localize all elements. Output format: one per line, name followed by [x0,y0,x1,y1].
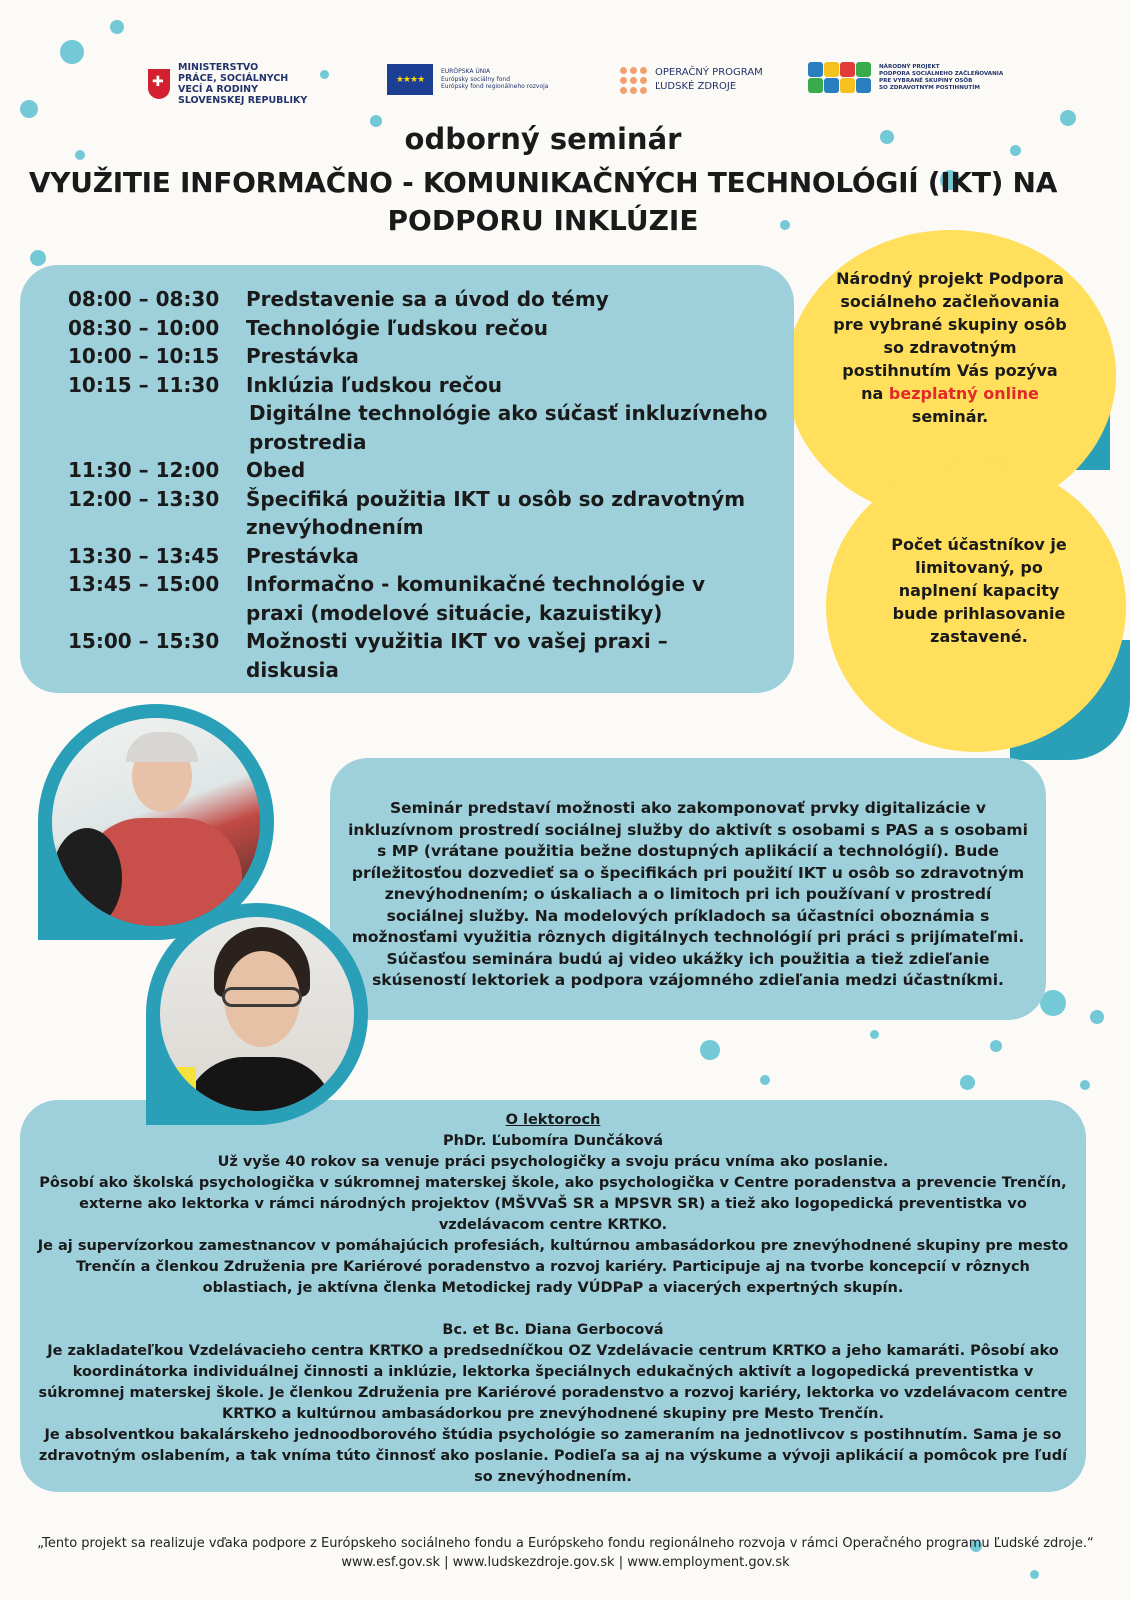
body-shape [184,1057,334,1111]
agenda-topic: Prestávka [246,344,359,368]
invite-main-text: Národný projekt Podpora sociálneho začleňovania pre vybrané skupiny osôb so zdravotným postihnutím Vás pozýva na [833,269,1067,403]
agenda-topic: Špecifiká použitia IKT u osôb so zdravotným znevýhodnením [246,486,746,539]
eu-line: Európsky fond regionálneho rozvoja [441,83,549,91]
agenda-row [68,485,766,542]
program-line: ĽUDSKÉ ZDROJE [655,81,737,92]
ministry-line: PRÁCE, SOCIÁLNYCH [178,73,289,84]
ministry-line: VECÍ A RODINY [178,84,258,95]
lecturers-heading: O lektoroch [505,1112,601,1128]
agenda-time: 08:00 – 08:30 [68,287,220,311]
slovak-shield-icon [148,69,170,99]
agenda-time [68,399,249,456]
agenda-row [68,570,766,627]
project-line: PRE VYBRANÉ SKUPINY OSÔB [879,77,973,84]
agenda-row [68,456,766,485]
agenda-topic: Informačno - komunikačné technológie v praxi (modelové situácie, kazuistiky) [246,572,706,625]
lecturer1-bio: Už vyše 40 rokov sa venuje práci psychologičky a svoju prácu vníma ako poslanie. [217,1154,889,1170]
agenda-topic: Inklúzia ľudskou rečou [246,372,503,397]
agenda-row [68,314,766,343]
lecturer1-name: PhDr. Ľubomíra Dunčáková [442,1133,664,1149]
invite-suffix: seminár. [911,407,989,426]
mascot-shape [52,828,122,926]
agenda-row [68,342,766,371]
footer-links: www.esf.gov.sk | www.ludskezdroje.gov.sk | www.employment.gov.sk [341,1555,790,1570]
eu-flag-icon: ★★★★ [387,64,433,95]
lecturer1-bio: Je aj supervízorkou zamestnancov v pomáhajúcich profesiách, kultúrnou ambasádorkou pre znevýhodnené skupiny pre mesto Trenčín a členkou Združenia pre Kariérové poradenstvo a rozvoj kariéry. Participuje aj na tvorbe koncepcií v rôznych oblastiach, je aktívna členka Metodickej rady VÚDPaP a viacerých expertných skupín. [37,1238,1069,1296]
lecturer1-bio: Pôsobí ako školská psychologička v súkromnej materskej škole, ako psychologička v Centre poradenstva a prevencie Trenčín, externe ako lektorka v rámci národných projektov (MŠVVaŠ SR a MPSVR SR) a tiež ako logopedická preventistka vo vzdelávacom centre KRTKO. [39,1175,1067,1233]
hair-shape [126,732,198,762]
lecturer2-photo [160,917,354,1111]
agenda-time: 08:30 – 10:00 [68,315,220,340]
lecturers-panel [20,1100,1086,1492]
agenda-topic: Predstavenie sa a úvod do témy [246,287,609,311]
ministry-line: MINISTERSTVO [178,62,259,73]
invite-text [830,267,1070,428]
puzzle-icon [808,62,871,93]
header-logos [0,58,1131,118]
seminar-title-line1: VYUŽITIE INFORMAČNO - KOMUNIKAČNÝCH TECHNOLÓGIÍ (IKT) NA [28,166,1058,199]
project-line: NÁRODNÝ PROJEKT [879,63,940,70]
program-logo [620,66,763,94]
description-panel [330,758,1046,1020]
eu-line: Európsky sociálny fond [441,75,511,83]
agenda-topic: Prestávka [246,543,359,568]
free-online-highlight: bezplatný online [888,384,1039,403]
ministry-logo [148,62,307,106]
seminar-subtitle: odborný seminár [404,122,682,156]
agenda-topic: Digitálne technológie ako súčasť inkluzívneho prostredia [249,401,768,454]
agenda-time: 13:45 – 15:00 [68,572,220,596]
agenda-row [68,371,766,400]
agenda-row [68,399,769,456]
description-text: Seminár predstaví možnosti ako zakomponovať prvky digitalizácie v inkluzívnom prostredí sociálnej služby do aktivít s osobami s PAS a s osobami s MP (vrátane použitia bežne dostupných aplikácií a technológií). Bude príležitosťou dozvedieť sa o špecifikách pri použití IKT u osôb so zdravotným znevýhodnením; o úskaliach a o limitoch pri ich používaní v prostredí sociálnej služby. Na modelových príkladoch sa účastníci oboznámia s možnosťami využitia rôznych digitálnych technológií pri práci s prijímateľmi. Súčasťou seminára budú aj video ukážky ich použitia a tiež zdieľanie skúseností lektoriek a podpora vzájomného zdieľania medzi účastníkmi. [348,799,1028,989]
project-logo [808,62,1003,93]
agenda-time: 11:30 – 12:00 [68,458,220,482]
agenda-topic: Možnosti využitia IKT vo vašej praxi – diskusia [246,629,668,682]
glasses-icon [222,987,302,1007]
lecturer2-bio: Je absolventkou bakalárskeho jednoodborového štúdia psychológie so zameraním na jednotlivcov s postihnutím. Sama je so zdravotným oslabením, a tak vníma túto činnosť ako poslanie. Podieľa sa aj na výskume a vývoji aplikácií a pomôcok pre ľudí so znevýhodnením. [38,1427,1068,1485]
agenda-row [68,542,766,571]
lecturers-text [34,1110,1072,1488]
capacity-text: Počet účastníkov je limitovaný, po naplnení kapacity bude prihlasovanie zastavené. [891,535,1067,646]
lecturer2-bio: Je zakladateľkou Vzdelávacieho centra KRTKO a predsedníčkou OZ Vzdelávacie centrum KRTKO a jeho kamaráti. Pôsobí ako koordinátorka individuálnej činnosti a inklúzie, lektorka špeciálnych edukačných aktivít a logopedická preventistka v súkromnej materskej škole. Je členkou Združenia pre Kariérové poradenstvo a rozvoj kariéry, lektorka vo vzdelávacom centre KRTKO a kultúrnou ambasádorkou pre znevýhodnené skupiny pre Mesto Trenčín. [38,1343,1068,1422]
footer-note: „Tento projekt sa realizuje vďaka podpore z Európskeho sociálneho fondu a Európskeho fondu regionálneho rozvoja v rámci Operačného programu Ľudské zdroje.“ [37,1536,1094,1551]
lecturer1-photo [52,718,260,926]
eu-logo [387,64,548,95]
lecturer2-name: Bc. et Bc. Diana Gerbocová [442,1322,664,1338]
eu-line: EURÓPSKA ÚNIA [441,68,491,76]
ministry-line: SLOVENSKEJ REPUBLIKY [178,95,308,106]
agenda-time: 10:00 – 10:15 [68,344,220,368]
agenda-time: 15:00 – 15:30 [68,629,220,653]
project-line: PODPORA SOCIÁLNEHO ZAČLEŇOVANIA [879,70,1004,77]
project-line: SO ZDRAVOTNÝM POSTIHNUTÍM [879,84,980,91]
agenda-time: 12:00 – 13:30 [68,486,220,511]
vest-shape [170,1067,196,1111]
agenda-time: 10:15 – 11:30 [68,372,220,397]
agenda-panel [20,265,794,693]
program-line: OPERAČNÝ PROGRAM [655,67,763,78]
program-dots-icon [620,67,647,94]
agenda-row [68,627,766,684]
agenda-topic: Obed [246,458,306,482]
seminar-title-line2: PODPORU INKLÚZIE [387,204,699,237]
agenda-time: 13:30 – 13:45 [68,543,220,568]
footer [0,1534,1131,1572]
agenda-topic: Technológie ľudskou rečou [246,315,548,340]
agenda-row [68,285,766,314]
